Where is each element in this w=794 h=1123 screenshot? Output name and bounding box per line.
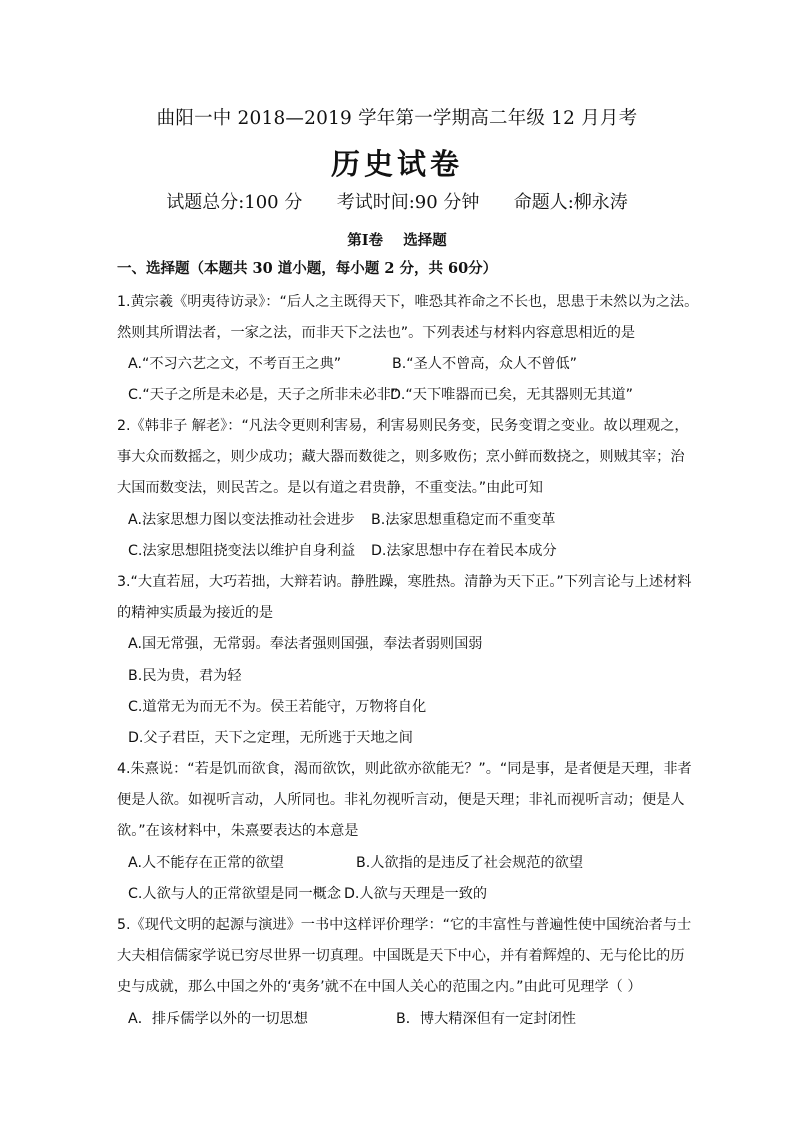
question-5-option-a: A．排斥儒学以外的一切思想 (128, 1011, 308, 1027)
question-2-line-3: 大国而数变法，则民苦之。是以有道之君贵静，不重变法。”由此可知 (117, 480, 543, 496)
question-2-line-2: 事大众而数摇之，则少成功；藏大器而数徙之，则多败伤；烹小鲜而数挠之，则贼其宰；治 (117, 449, 685, 465)
question-4-option-a: A.人不能存在正常的欲望 (128, 855, 284, 871)
question-3-option-c: C.道常无为而无不为。侯王若能守，万物将自化 (128, 699, 427, 715)
question-5-line-2: 大夫相信儒家学说已穷尽世界一切真理。中国既是天下中心，并有着辉煌的、无与伦比的历 (117, 948, 685, 964)
question-2-option-c: C.法家思想阻挠变法以维护自身利益 (128, 543, 356, 559)
question-4-option-c: C.人欲与人的正常欲望是同一概念 (128, 886, 342, 902)
section-title: 第Ⅰ卷 选择题 (347, 232, 447, 249)
question-5-option-b: B．博大精深但有一定封闭性 (396, 1011, 576, 1027)
question-1-option-a: A.“不习六艺之文，不考百王之典” (128, 356, 342, 372)
question-3-line-2: 的精神实质最为接近的是 (117, 605, 274, 621)
question-3-line-1: 3.“大直若屈，大巧若拙，大辩若讷。静胜躁，寒胜热。清静为天下正。”下列言论与上述材料 (117, 574, 692, 590)
question-3-option-d: D.父子君臣，天下之定理，无所逃于天地之间 (128, 730, 413, 746)
part-heading: 一、选择题（本题共 30 道小题，每小题 2 分，共 60分） (117, 260, 498, 277)
question-1-option-c: C.“天子之所是未必是，天子之所非未必非” (128, 387, 399, 403)
question-1-line-1: 1.黄宗羲《明夷待访录》：“后人之主既得天下，唯恐其祚命之不长也，思患于未然以为之法。 (117, 294, 699, 310)
question-2-line-1: 2.《韩非子 解老》：“凡法令更则利害易，利害易则民务变，民务变谓之变业。故以理观之， (117, 418, 689, 434)
question-2-option-d: D.法家思想中存在着民本成分 (371, 543, 557, 559)
question-5-line-1: 5.《现代文明的起源与演进》一书中这样评价理学：“它的丰富性与普遍性使中国统治者与士 (117, 917, 692, 933)
question-3-option-a: A.国无常强，无常弱。奉法者强则国强，奉法者弱则国弱 (128, 636, 483, 652)
subject-title: 历史试卷 (330, 147, 463, 181)
question-4-line-3: 欲。”在该材料中，朱熹要表达的本意是 (117, 823, 359, 839)
question-4-line-2: 便是人欲。如视听言动，人所同也。非礼勿视听言动，便是天理；非礼而视听言动；便是人 (117, 792, 685, 808)
question-3-option-b: B.民为贵，君为轻 (128, 668, 242, 684)
question-2-option-a: A.法家思想力图以变法推动社会进步 (128, 512, 355, 528)
question-1-line-2: 然则其所谓法者，一家之法，而非天下之法也”。下列表述与材料内容意思相近的是 (117, 325, 636, 341)
exam-info: 试题总分:100 分 考试时间:90 分钟 命题人:柳永涛 (166, 192, 628, 213)
question-4-option-b: B.人欲指的是违反了社会规范的欲望 (356, 855, 584, 871)
question-1-option-b: B.“圣人不曾高，众人不曾低” (392, 356, 578, 372)
question-2-option-b: B.法家思想重稳定而不重变革 (371, 512, 556, 528)
question-4-line-1: 4.朱熹说：“若是饥而欲食，渴而欲饮，则此欲亦欲能无？”。“同是事，是者便是天理，非者 (117, 761, 692, 777)
exam-title: 曲阳一中 2018—2019 学年第一学期高二年级 12 月月考 (156, 108, 638, 129)
question-4-option-d: D.人欲与天理是一致的 (344, 886, 488, 902)
question-5-line-3: 史与成就，那么中国之外的‘夷务’就不在中国人关心的范围之内。”由此可见理学（ ） (117, 979, 642, 995)
question-1-option-d: D.“天下唯器而已矣，无其器则无其道” (390, 387, 633, 403)
